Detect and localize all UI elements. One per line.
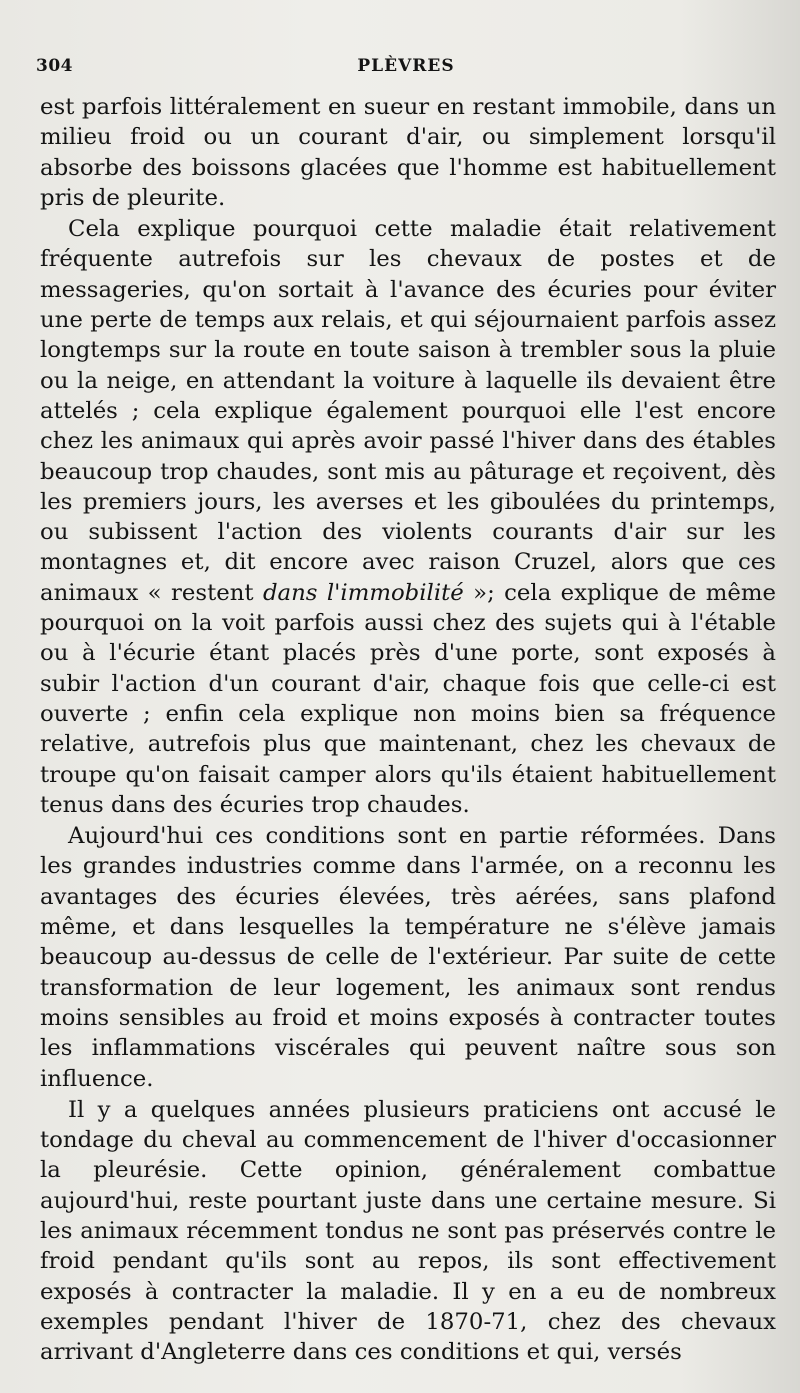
paragraph-2-text-after: »; cela explique de même pourquoi on la voit parfois aussi chez des sujets qui à l'étable ou à l'écurie étant placés près d'une porte, sont exposés à subir l'action d'un courant d'air, chaque fois que celle-ci est ouverte ; enfin cela explique non moins bien sa fréquence relative, autrefois plus que maintenant, chez les chevaux de troupe qu'on faisait camper alors qu'ils étaient habituellement tenus dans des écuries trop chaudes. bbox=[40, 579, 776, 818]
body-text bbox=[40, 92, 776, 1368]
paragraph-4: Il y a quelques années plusieurs praticiens ont accusé le tondage du cheval au commencement de l'hiver d'occasionner la pleurésie. Cette opinion, généralement combattue aujourd'hui, reste pourtant juste dans une certaine mesure. Si les animaux récemment tondus ne sont pas préservés contre le froid pendant qu'ils sont au repos, ils sont effectivement exposés à contracter la maladie. Il y en a eu de nombreux exemples pendant l'hiver de 1870-71, chez des chevaux arrivant d'Angleterre dans ces conditions et qui, versés bbox=[40, 1096, 776, 1366]
paragraph-2 bbox=[40, 214, 776, 820]
running-head: PLÈVRES bbox=[357, 56, 455, 76]
paragraph-1: est parfois littéralement en sueur en restant immobile, dans un milieu froid ou un courant d'air, ou simplement lorsqu'il absorbe des boissons glacées que l'homme est habituellement pris de pleurite. bbox=[40, 94, 776, 211]
paragraph-2-emphasis: dans l'immobilité bbox=[262, 579, 464, 606]
paragraph-3: Aujourd'hui ces conditions sont en partie réformées. Dans les grandes industries comme dans l'armée, on a reconnu les avantages des écuries élevées, très aérées, sans plafond même, et dans lesquelles la température ne s'élève jamais beaucoup au-dessus de celle de l'extérieur. Par suite de cette transformation de leur logement, les animaux sont rendus moins sensibles au froid et moins exposés à contracter toutes les inflammations viscérales qui peuvent naître sous son influence. bbox=[40, 823, 776, 1092]
page-header bbox=[36, 56, 776, 86]
paragraph-2-text-before: Cela explique pourquoi cette maladie était relativement fréquente autrefois sur les chevaux de postes et de messageries, qu'on sortait à l'avance des écuries pour éviter une perte de temps aux relais, et qui séjournaient parfois assez longtemps sur la route en toute saison à trembler sous la pluie ou la neige, en attendant la voiture à laquelle ils devaient être attelés ; cela explique également pourquoi elle l'est encore chez les animaux qui après avoir passé l'hiver dans des étables beaucoup trop chaudes, sont mis au pâturage et reçoivent, dès les premiers jours, les averses et les giboulées du printemps, ou subissent l'action des violents courants d'air sur les montagnes et, dit encore avec raison Cruzel, alors que ces animaux « restent bbox=[40, 216, 776, 606]
page-number: 304 bbox=[36, 56, 73, 76]
